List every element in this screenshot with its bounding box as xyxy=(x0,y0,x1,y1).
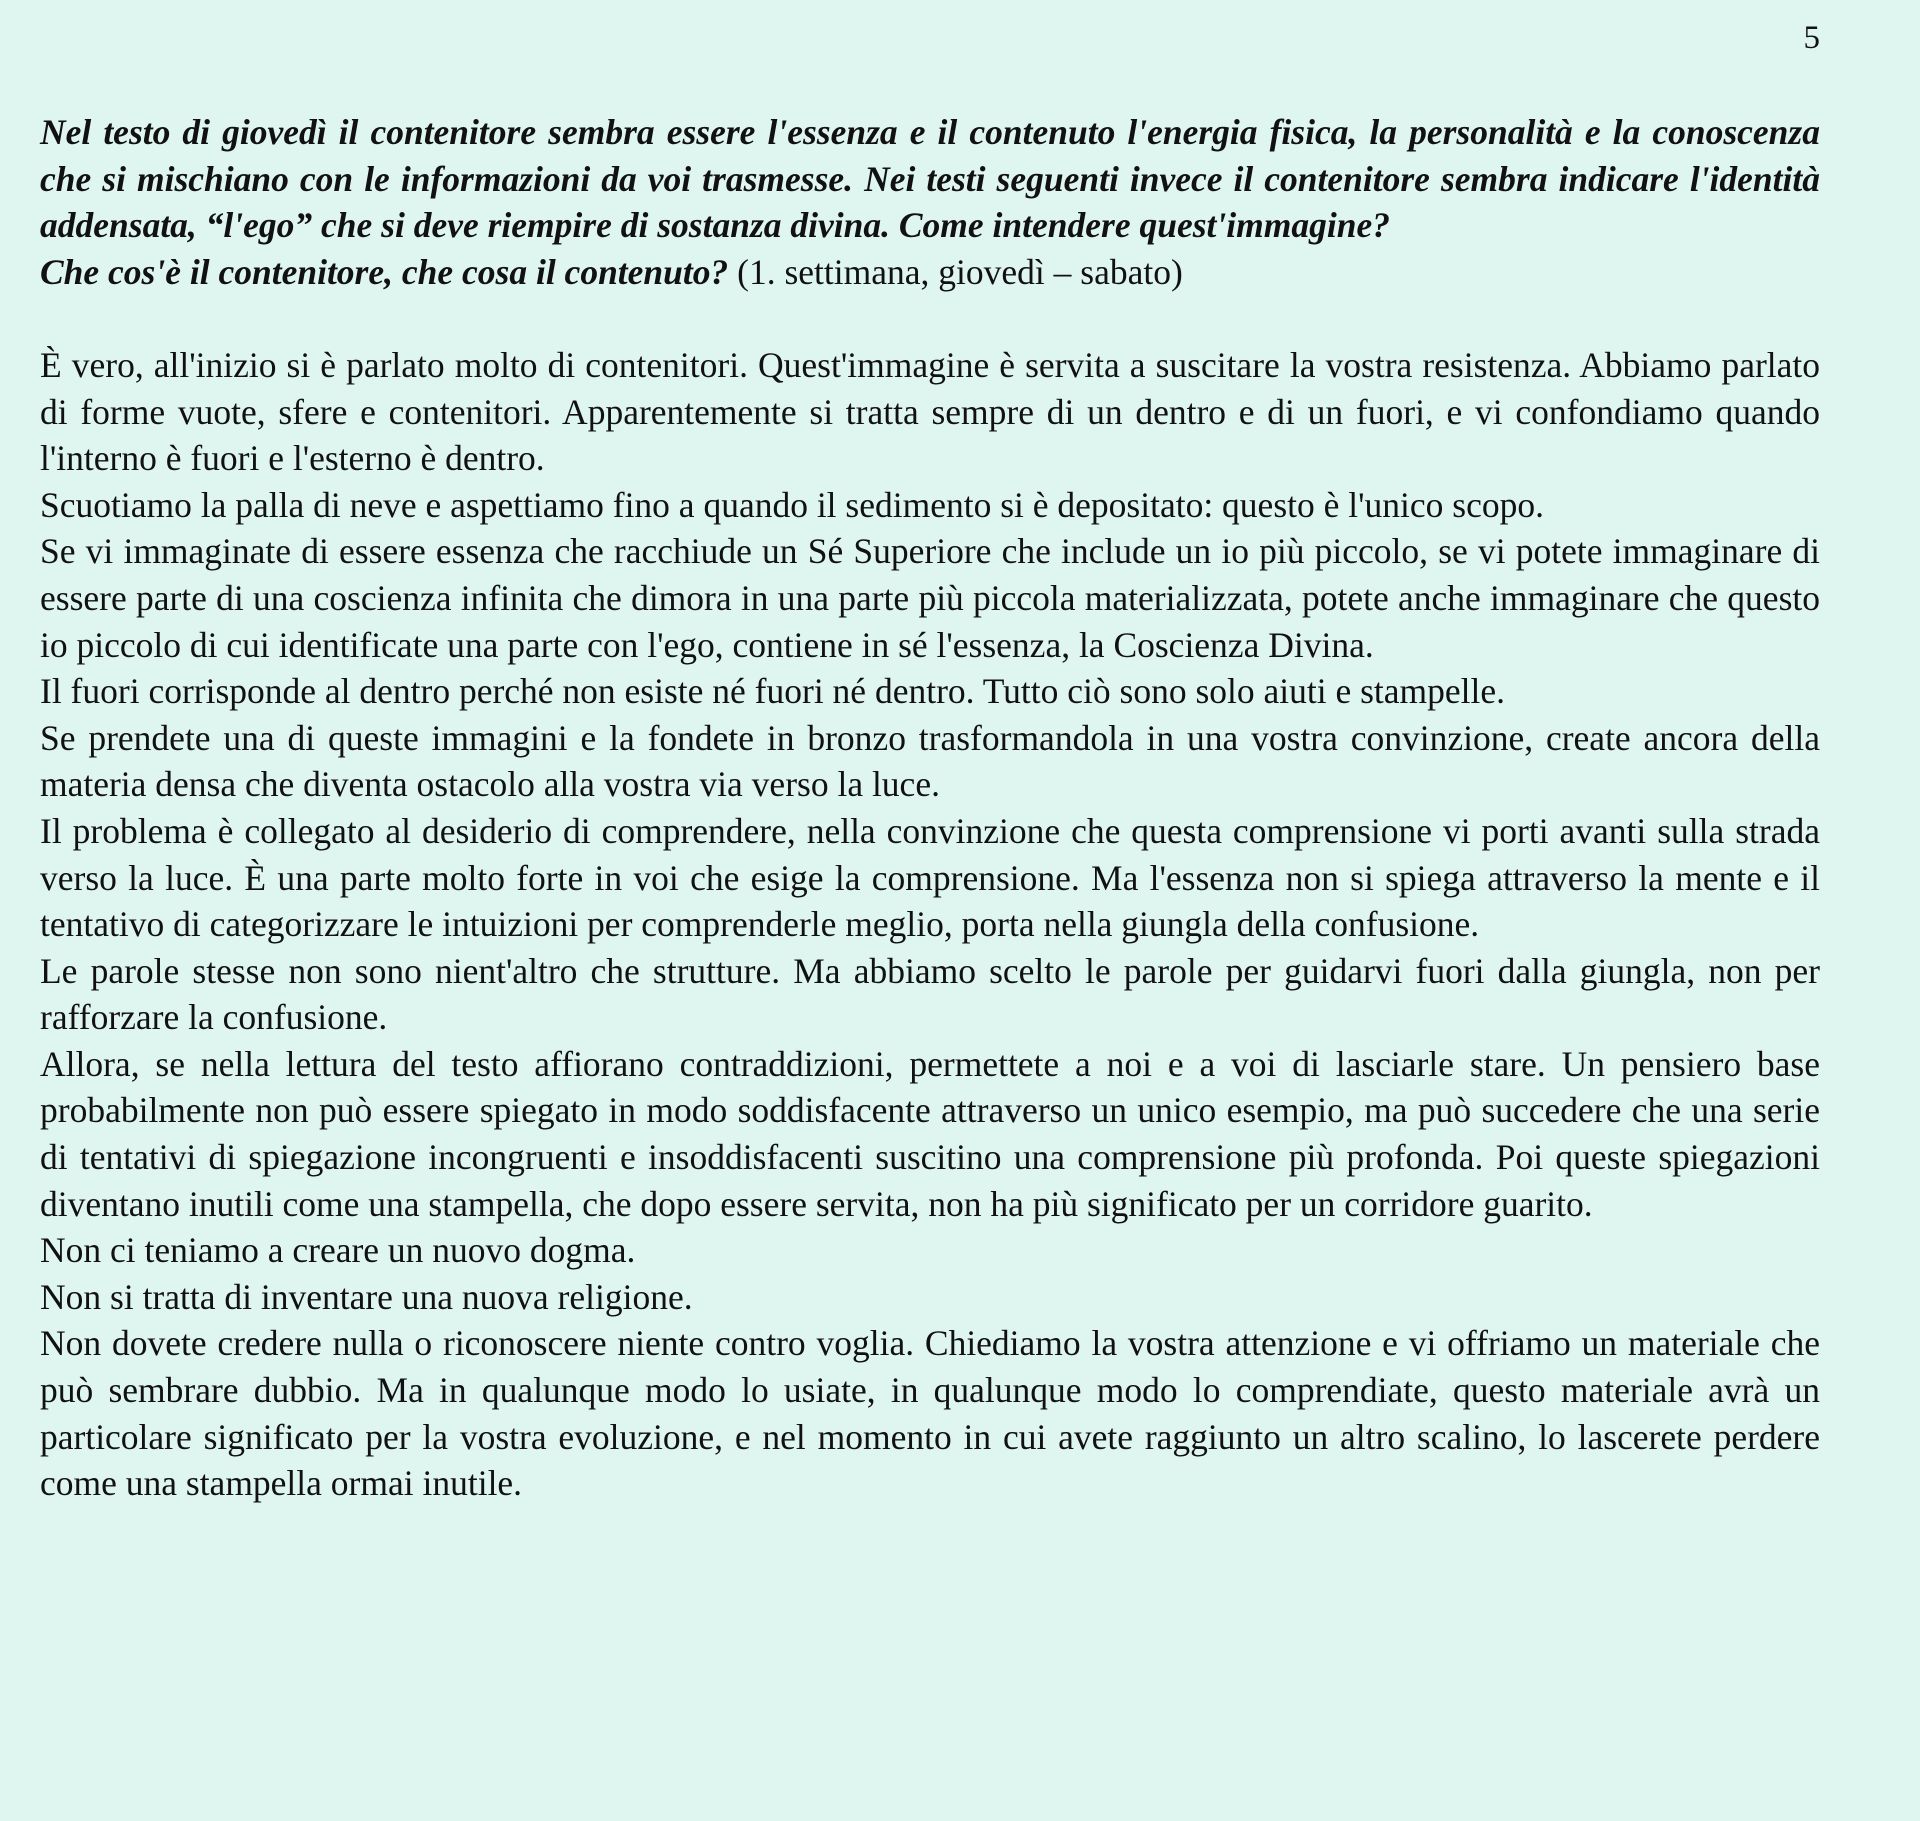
paragraph: Scuotiamo la palla di neve e aspettiamo fino a quando il sedimento si è depositato: questo è l'unico scopo. xyxy=(40,484,1544,525)
paragraph: Se prendete una di queste immagini e la fondete in bronzo trasformandola in una vostra convinzione, create ancora della materia densa che diventa ostacolo alla vostra via verso la luce. xyxy=(40,717,1820,805)
paragraph: Non si tratta di inventare una nuova religione. xyxy=(40,1276,693,1317)
paragraph-spacer xyxy=(40,295,1820,342)
paragraph: Il fuori corrisponde al dentro perché non esiste né fuori né dentro. Tutto ciò sono solo aiuti e stampelle. xyxy=(40,671,1506,712)
page-number: 5 xyxy=(1803,20,1820,56)
question-main-text: Che cos'è il contenitore, che cosa il contenuto? xyxy=(40,251,729,292)
paragraph: Le parole stesse non sono nient'altro che strutture. Ma abbiamo scelto le parole per guidarvi fuori dalla giungla, non per rafforzare la confusione. xyxy=(40,950,1820,1038)
question-main xyxy=(40,249,1820,296)
question-reference: (1. settimana, giovedì – sabato) xyxy=(728,251,1183,292)
document-body xyxy=(40,109,1820,1507)
paragraph: Se vi immaginate di essere essenza che racchiude un Sé Superiore che include un io più piccolo, se vi potete immaginare di essere parte di una coscienza infinita che dimora in una parte più piccola materializzata, potete anche immaginare che questo io piccolo di cui identificate una parte con l'ego, contiene in sé l'essenza, la Coscienza Divina. xyxy=(40,531,1820,665)
paragraph: Il problema è collegato al desiderio di comprendere, nella convinzione che questa comprensione vi porti avanti sulla strada verso la luce. È una parte molto forte in voi che esige la comprensione. Ma l'essenza non si spiega attraverso la mente e il tentativo di categorizzare le intuizioni per comprenderle meglio, porta nella giungla della confusione. xyxy=(40,810,1820,945)
paragraph: Allora, se nella lettura del testo affiorano contraddizioni, permettete a noi e a voi di lasciarle stare. Un pensiero base probabilmente non può essere spiegato in modo soddisfacente attraverso un unico esempio, ma può succedere che una serie di tentativi di spiegazione incongruenti e insoddisfacenti suscitino una comprensione più profonda. Poi queste spiegazioni diventano inutili come una stampella, che dopo essere servita, non ha più significato per un corridore guarito. xyxy=(40,1043,1820,1224)
paragraph: È vero, all'inizio si è parlato molto di contenitori. Quest'immagine è servita a suscitare la vostra resistenza. Abbiamo parlato di forme vuote, sfere e contenitori. Apparentemente si tratta sempre di un dentro e di un fuori, e vi confondiamo quando l'interno è fuori e l'esterno è dentro. xyxy=(40,344,1820,479)
question-intro: Nel testo di giovedì il contenitore sembra essere l'essenza e il contenuto l'energia fisica, la personalità e la conoscenza che si mischiano con le informazioni da voi trasmesse. Nei testi seguenti invece il contenitore sembra indicare l'identità addensata, “l'ego” che si deve riempire di sostanza divina. Come intendere quest'immagine? xyxy=(40,112,1820,246)
paragraph: Non ci teniamo a creare un nuovo dogma. xyxy=(40,1230,636,1271)
paragraph: Non dovete credere nulla o riconoscere niente contro voglia. Chiediamo la vostra attenzione e vi offriamo un materiale che può sembrare dubbio. Ma in qualunque modo lo usiate, in qualunque modo lo comprendiate, questo materiale avrà un particolare significato per la vostra evoluzione, e nel momento in cui avete raggiunto un altro scalino, lo lascerete perdere come una stampella ormai inutile. xyxy=(40,1323,1820,1504)
